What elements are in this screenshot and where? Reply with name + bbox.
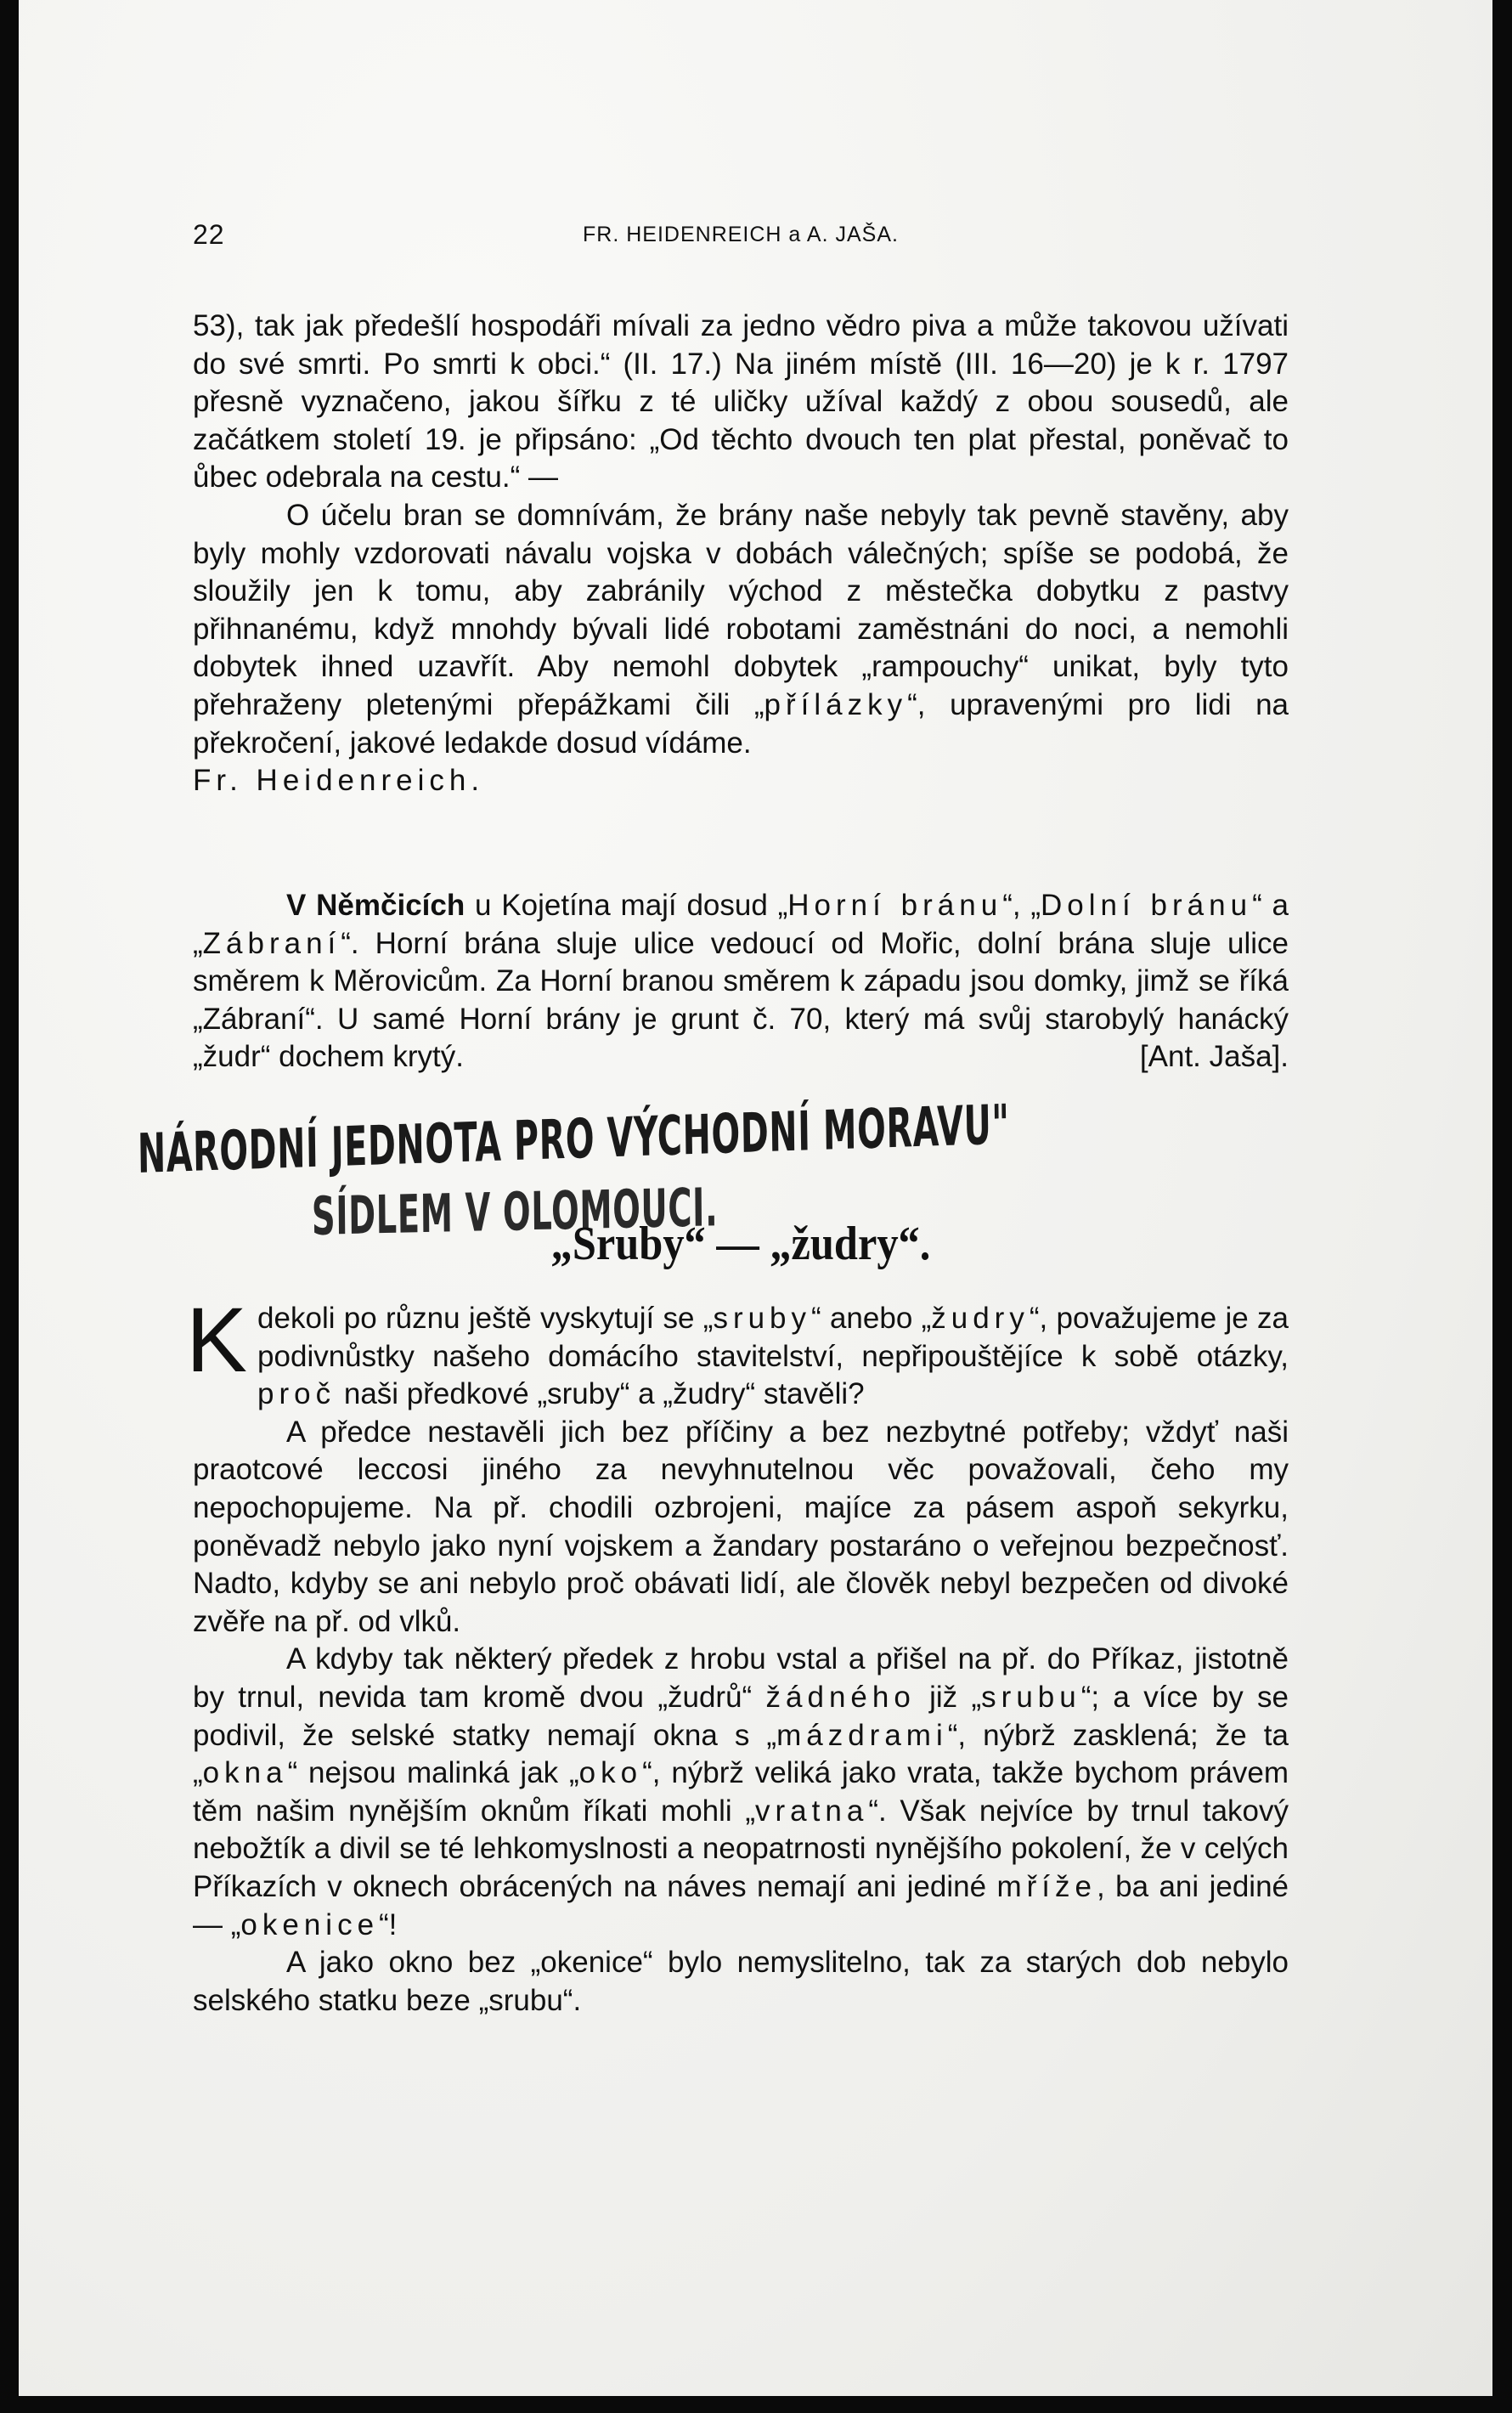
library-stamp-line2: SÍDLEM V OLOMOUCI. xyxy=(311,1176,719,1247)
paragraph: O účelu bran se domnívám, že brány naše nebyly tak pevně stavěny, aby byly mohly vzdorovati návalu vojska v dobách válečných; spíše se podobá, že sloužily jen k tomu, aby zabránily východ z městečka dobytku z pastvy přihnanému, když mnohdy bývali lidé robotami zaměstnáni do noci, a nemohli dobytek ihned uzavřít. Aby nemohl dobytek „rampouchy“ unikat, byly tyto přehraženy pletenými přepážkami čili „přílázky“, upravenými pro lidi na překročení, jakové ledakde dosud vídáme. xyxy=(193,498,1289,760)
running-head: FR. HEIDENREICH a A. JAŠA. xyxy=(583,223,899,246)
page-number: 22 xyxy=(193,219,225,250)
paragraph: V Němčicích u Kojetína mají dosud „Horní bránu“, „Dolní bránu“ a „Zábraní“. Horní brána sluje ulice vedoucí od Mořic, dolní brána sluje ulice směrem k Měrovicům. Za Horní branou směrem k západu jsou domky, jimž se říká „Zábraní“. U samé Horní brány je grunt č. 70, který má svůj starobylý hanácký „žudr“ dochem krytý. [Ant. Jaša]. xyxy=(193,887,1289,1077)
paragraph: Kdekoli po různu ještě vyskytují se „sruby“ anebo „žudry“, považujeme je za podivnůstky našeho domácího stavitelství, nepřipouštějíce k sobě otázky, proč naši předkové „sruby“ a „žudry“ stavěli? xyxy=(186,1288,1289,1411)
section-nemcice xyxy=(193,887,1289,1077)
section-sruby xyxy=(186,1288,1289,2020)
article-title: „Sruby“ — „žudry“. xyxy=(550,1218,931,1270)
section-gates xyxy=(193,308,1289,800)
page xyxy=(19,0,1492,2396)
drop-cap: K xyxy=(186,1288,248,1391)
paragraph: 53), tak jak předešlí hospodáři mívali za jedno vědro piva a může takovou užívati do své smrti. Po smrti k obci.“ (II. 17.) Na jiném místě (III. 16—20) je k r. 1797 přesně vyznačeno, jakou šířku z té uličky užíval každý z obou sousedů, ale začátkem století 19. je připsáno: „Od těchto dvouch ten plat přestal, poněvač to ůbec odebrala na cestu.“ — xyxy=(193,309,1289,494)
library-stamp-line1: NÁRODNÍ JEDNOTA PRO VÝCHODNÍ MORAVU" xyxy=(137,1093,1011,1186)
page-header xyxy=(193,219,1289,253)
signature: Fr. Heidenreich. xyxy=(193,764,485,798)
signature: [Ant. Jaša]. xyxy=(1139,1040,1289,1074)
paragraph: A kdyby tak některý předek z hrobu vstal a přišel na př. do Příkaz, jistotně by trnul, nevida tam kromě dvou „žudrů“ žádného již „srubu“; a více by se podivil, že selské statky nemají okna s „mázdrami“, nýbrž zasklená; že ta „okna“ nejsou malinká jak „oko“, nýbrž veliká jako vrata, takže bychom právem těm našim nynějším oknům říkati mohli „vratna“. Však nejvíce by trnul takový nebožtík a divil se té lehkomyslnosti a neopatrnosti nynějšího pokolení, že v celých Příkazích v oknech obrácených na náves nemají ani jediné mříže, ba ani jediné — „okenice“! xyxy=(193,1642,1289,1941)
paragraph: A předce nestavěli jich bez příčiny a bez nezbytné potřeby; vždyť naši praotcové leccosi jiného za nevyhnutelnou věc považovali, čeho my nepochopujeme. Na př. chodili ozbrojeni, majíce za pásem aspoň sekyrku, poněvadž nebylo jako nyní vojskem a žandary postaráno o veřejnou bezpečnosť. Nadto, kdyby se ani nebylo proč obávati lidí, ale člověk nebyl bezpečen od divoké zvěře na př. od vlků. xyxy=(193,1415,1289,1638)
paragraph: A jako okno bez „okenice“ bylo nemyslitelno, tak za starých dob nebylo selského statku beze „srubu“. xyxy=(193,1946,1289,2017)
